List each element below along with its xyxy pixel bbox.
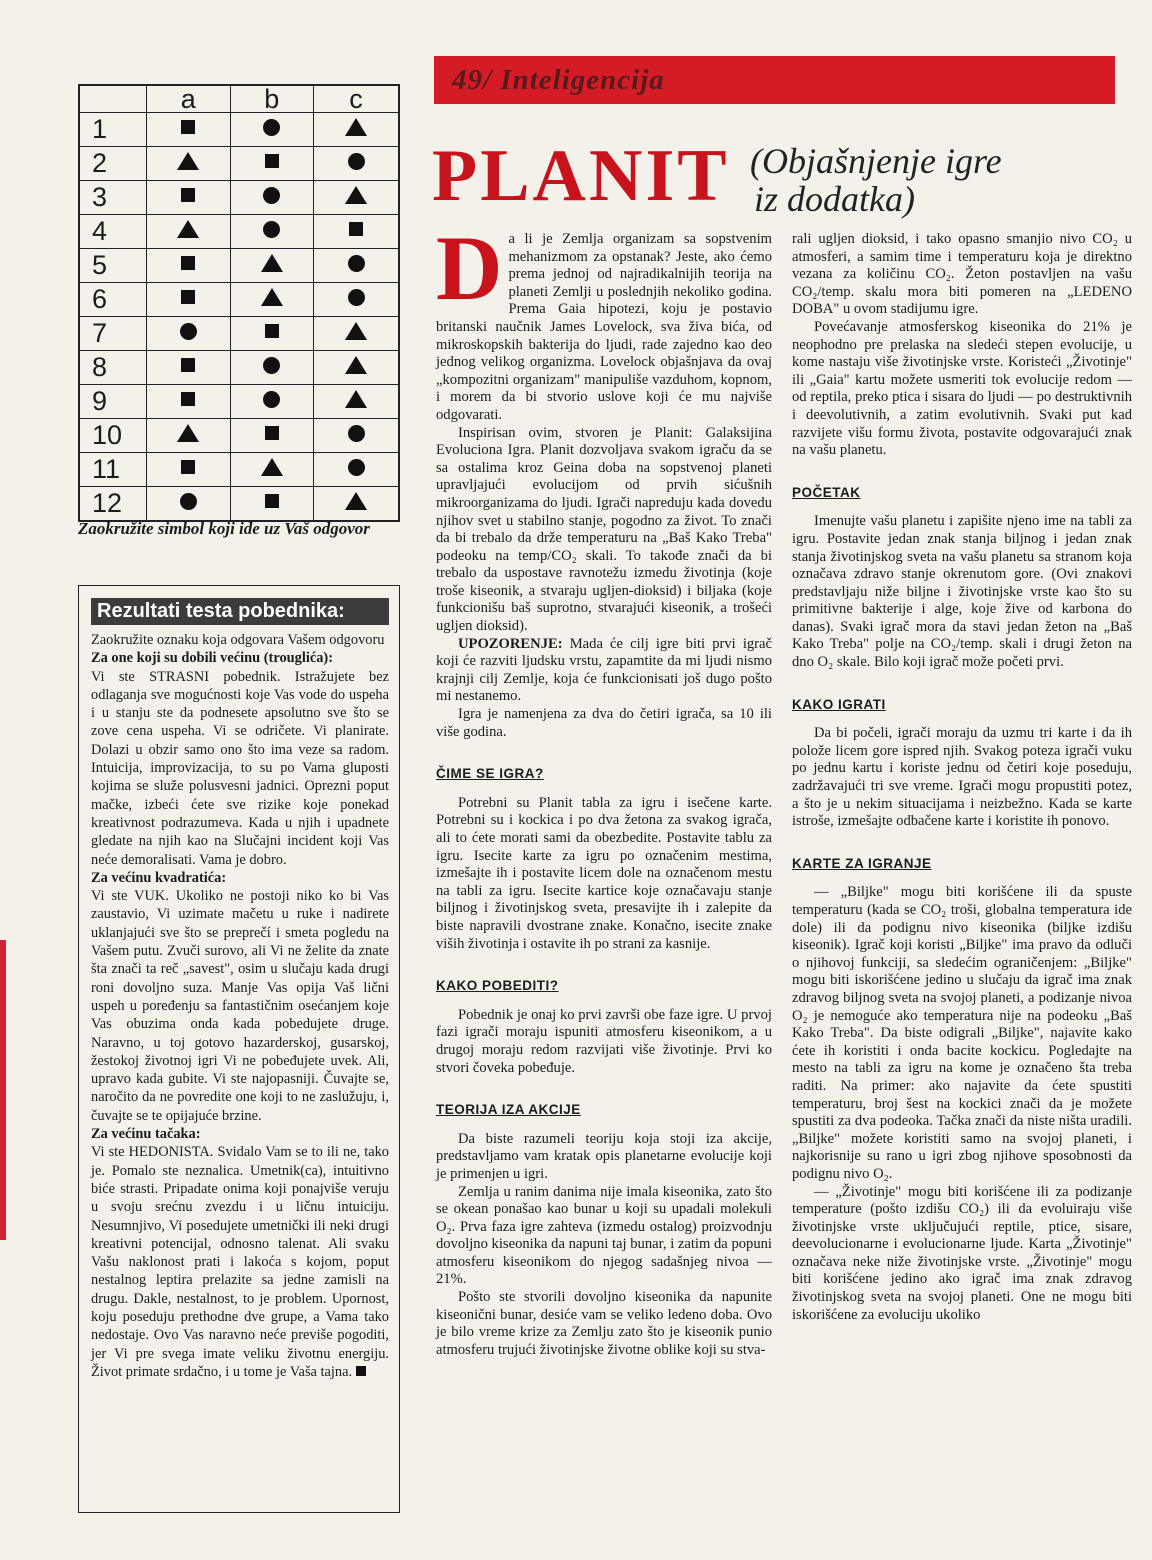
- symbol-cell-b[interactable]: [230, 351, 314, 385]
- table-row: [79, 351, 399, 385]
- symbol-cell-a[interactable]: [147, 113, 231, 147]
- row-number: 3: [79, 181, 147, 215]
- paragraph: — „Životinje" mogu biti korišćene ili za podizanje temperature (pošto izdišu CO₂) ili da evoluiraju više životinjske vrste uključujući reptile, ptice, sisare, deevolucionarne i evolucionarne ljude. Karta „Životinje" označava neke niže životinjske vrste. „Životinje" mogu biti korišćene jedino ako igrač ima znak zdravog životinjskog sveta na svojoj planeti. One ne mogu biti iskorišćene za evoluciju ukoliko: [792, 1183, 1132, 1323]
- table-row: [79, 487, 399, 522]
- paragraph: UPOZORENJE: Mada će cilj igre biti prvi igrač koji će razviti ljudsku vrstu, zapamtite da mi ljudi nismo krajnji cilj Zemlje, koja će funkcionisati još dugo pošto mi nestanemo.: [436, 635, 772, 705]
- table-row: [79, 283, 399, 317]
- row-number: 12: [79, 487, 147, 522]
- table-row: [79, 385, 399, 419]
- paragraph: — „Biljke" mogu biti korišćene ili da spuste temperaturu (kada se CO₂ troši, globalna temperatura ide dole) ili da podignu nivo kiseonika (biljke izdišu kiseonik). Igrač koji koristi „Biljke" ima pravo da odluči o njihovoj funkciji, sa sledećim ograničenjem: „Biljke" mogu biti iskorišćene jedino u slučaju da igrač ima znak zdravog biljnog sveta na svojoj planeti, a podizanje nivoa O₂ je nemoguće ako temperatura nije na podeoku „Baš Kako Treba". Da biste odigrali „Biljke", najavite kako ćete ih koristiti i onda bacite kockicu. Pogledajte na mesto na tabli za igru na kome je označeno šta treba raditi. Na primer: ako najavite da ćete spustiti temperaturu, broj šest na kockici znači da je možete spustiti za dva podeoka. Tačka znači da niste ništa uradili. „Biljke" možete koristiti samo na svojoj planeti, i najkorisnije su rano u igri zbog njihove sposobnosti da podignu nivo O₂.: [792, 884, 1132, 1182]
- symbol-cell-a[interactable]: [147, 181, 231, 215]
- paragraph: Povećavanje atmosferskog kiseonika do 21% je neophodno pre prelaska na sledeći stepen evolucije, u kome nastaju više životinjske vrste. Koristeći „Životinje" ili „Gaia" kartu možete usmeriti tok evolucije redom — od reptila, preko ptica i sisara do ljudi — po destruktivnih i deevolutivnih, a zatim evolutivnih. Svaki put kad razvijete višu formu života, postavite odgovarajući znak na vašu planetu.: [792, 318, 1132, 459]
- results-triangles-text: Vi ste STRASNI pobednik. Istražujete bez odlaganja sve mogućnosti koje Vas vode do uspeha i u stanju ste da podnesete apsolutno sve što se zove cena uspeha. Vi se odričete. Vi planirate. Dolazi u obzir samo ono što ima veze sa radom. Intuicija, improvizacija, to su po Vama gluposti kojima se služe polusvesni jadnici. Oprezni poput mačke, izbeći ćete sve rizike koje ponekad kreativnost podrazumeva. Kada u njih i upadnete gledate na njih kao na Slučajni incident koji Vas neće demoralisati. Vama je dobro.: [91, 668, 389, 868]
- symbol-cell-b[interactable]: [230, 487, 314, 522]
- circle-icon: [348, 255, 365, 272]
- article-subhead: [750, 142, 1002, 218]
- circle-icon: [263, 391, 280, 408]
- paragraph: Potrebni su Planit tabla za igru i isečene karte. Potrebni su i kockica i po dva žetona za svakog igrača, ali to ćete morati sami da obezbedite. Postavite tablu za igru. Isecite karte za igru po označenim mestima, izmešajte ih i postavite licem dole na označenom mestu na tabli za igru. Isecite kartice koje označavaju stanje biljnog i životinjskog sveta, presavijte ih i zalepite da biste napravili dvostrane znake. Konačno, isecite znake viših životinja i ostavite ih po strani za kasnije.: [436, 794, 772, 952]
- symbol-cell-b[interactable]: [230, 419, 314, 453]
- page-edge-strip: [0, 940, 6, 1240]
- table-row: [79, 249, 399, 283]
- symbol-cell-a[interactable]: [147, 147, 231, 181]
- symbol-cell-b[interactable]: [230, 453, 314, 487]
- results-intro: Zaokružite oznaku koja odgovara Vašem odgovoru: [91, 632, 385, 648]
- symbol-cell-c[interactable]: [314, 147, 399, 181]
- triangle-icon: [177, 220, 199, 238]
- symbol-cell-c[interactable]: [314, 181, 399, 215]
- row-number: 8: [79, 351, 147, 385]
- paragraph: Da li je Zemlja organizam sa sopstvenim mehanizmom za opstanak? Jeste, ako ćemo prema jednoj od najradikalnijih teorija na planeti Zemlji u poslednjih nekoliko godina. Prema Gaia hipotezi, koju je postavio britanski naučnik James Lovelock, sva živa bića, od mikroskopskih bakterija do ljudi, rade zajedno kao deo jednog velikog organizma. Lovelock objašnjava da ovaj „kompozitni organizam" manipuliše vazduhom, kopnom, i morem da bi stvorio uslove koji će mu najviše odgovarati.: [436, 217, 772, 423]
- table-row: [79, 181, 399, 215]
- circle-icon: [348, 425, 365, 442]
- symbol-cell-b[interactable]: [230, 181, 314, 215]
- symbol-cell-c[interactable]: [314, 351, 399, 385]
- circle-icon: [348, 289, 365, 306]
- section-heading: ČIME SE IGRA?: [436, 766, 544, 782]
- square-icon: [265, 426, 279, 440]
- row-number: 4: [79, 215, 147, 249]
- symbol-cell-c[interactable]: [314, 113, 399, 147]
- paragraph: Da biste razumeli teoriju koja stoji iza akcije, predstavljamo vam kratak opis planetarne evolucije koji je primenjen u igri.: [436, 1130, 772, 1182]
- section-heading: KARTE ZA IGRANJE: [792, 855, 932, 871]
- symbol-cell-c[interactable]: [314, 249, 399, 283]
- symbol-cell-c[interactable]: [314, 487, 399, 522]
- paragraph: Pošto ste stvorili dovoljno kiseonika da napunite kiseonični bunar, desiće vam se veliko ledeno doba. Ovo je bilo vreme krize za Zemlju zato što je kiseonik punio atmosferu trujući životinjske životne oblike koji su stva-: [436, 1289, 772, 1358]
- square-icon: [349, 222, 363, 236]
- article-column-1: [436, 217, 772, 1359]
- table-row: [79, 113, 399, 147]
- symbol-cell-a[interactable]: [147, 317, 231, 351]
- symbol-cell-b[interactable]: [230, 385, 314, 419]
- paragraph: Igra je namenjena za dva do četiri igrača, sa 10 ili više godina.: [436, 706, 772, 740]
- triangle-icon: [261, 458, 283, 476]
- results-dots-text: Vi ste HEDONISTA. Svidalo Vam se to ili ne, tako je. Pomalo ste neznalica. Umetnik(ca), intuitivno biće strasti. Pripadate onima koji ponajviše veruju u svoju srećnu zvezdu i u ličnu intuiciju. Nesumnjivo, Vi posedujete umetnički ili neki drugi kreativni potencijal, odnosno talenat. Ali svaku Vašu naklonost prati i lakoća s kojom, poput nestalnog leptira prelazite sa jedne zamisli na drugu. Dakle, nestalnost, to je problem. Upornost, koju poseduju prethodne dve grupe, a Vama tako nedostaje. Ovo Vas naravno neće previše pogoditi, jer Vi pre svega imate veliku životnu energiju. Život primate srdačno, i u tome je Vaša tajna.: [91, 1144, 389, 1380]
- symbol-cell-b[interactable]: [230, 147, 314, 181]
- symbol-cell-b[interactable]: [230, 249, 314, 283]
- triangle-icon: [345, 356, 367, 374]
- triangle-icon: [345, 390, 367, 408]
- triangle-icon: [345, 186, 367, 204]
- row-number: 7: [79, 317, 147, 351]
- circle-icon: [263, 357, 280, 374]
- row-number: 6: [79, 283, 147, 317]
- end-square-icon: [356, 1366, 366, 1376]
- symbol-cell-c[interactable]: [314, 453, 399, 487]
- results-title: Rezultati testa pobednika:: [91, 598, 389, 625]
- circle-icon: [263, 221, 280, 238]
- table-header-row: [79, 85, 399, 113]
- square-icon: [181, 460, 195, 474]
- symbol-cell-a[interactable]: [147, 487, 231, 522]
- table-row: [79, 453, 399, 487]
- results-triangles-heading: Za one koji su dobili većinu (trouglića):: [91, 650, 333, 667]
- square-icon: [181, 290, 195, 304]
- symbol-cell-c[interactable]: [314, 317, 399, 351]
- triangle-icon: [177, 152, 199, 170]
- results-dots-heading: Za većinu tačaka:: [91, 1126, 201, 1143]
- row-number: 10: [79, 419, 147, 453]
- triangle-icon: [345, 322, 367, 340]
- circle-icon: [348, 459, 365, 476]
- circle-icon: [180, 493, 197, 510]
- triangle-icon: [345, 492, 367, 510]
- table-row: [79, 419, 399, 453]
- symbol-cell-c[interactable]: [314, 419, 399, 453]
- table-row: [79, 317, 399, 351]
- table-header-a: a: [147, 85, 231, 113]
- paragraph: Pobednik je onaj ko prvi završi obe faze igre. U prvoj fazi igrači moraju ispuniti atmosferu kiseonikom, a u drugoj moraju redom razvijati više životinje. Prvi ko stvori čoveka pobeđuje.: [436, 1006, 772, 1076]
- paragraph: Imenujte vašu planetu i zapišite njeno ime na tabli za igru. Postavite jedan znak stanja biljnog i jedan znak stanja životinjskog sveta na vašu planetu sa stranom koja označava zdravo stanje okrenutom gore. (Ovi znakovi predstavljaju niže biljne i životinjske vrste kao što su primitivne bakterije i alge, koje žive od karbona do danas). Svaki igrač mora da stavi jedan žeton na „Baš Kako Treba" polje na CO₂/temp. skali i drugi žeton na dno O₂ skale. Bilo koji igrač može početi prvi.: [792, 513, 1132, 671]
- table-header-c: c: [314, 85, 399, 113]
- circle-icon: [263, 119, 280, 136]
- circle-icon: [348, 153, 365, 170]
- row-number: 9: [79, 385, 147, 419]
- subhead-line-2: iz dodatka): [754, 179, 915, 219]
- row-number: 1: [79, 113, 147, 147]
- symbol-cell-b[interactable]: [230, 113, 314, 147]
- symbol-table: [78, 84, 400, 522]
- triangle-icon: [261, 254, 283, 272]
- banner-text: 49/ Inteligencija: [452, 64, 665, 96]
- symbol-cell-a[interactable]: [147, 249, 231, 283]
- symbol-cell-c[interactable]: [314, 215, 399, 249]
- square-icon: [181, 256, 195, 270]
- symbol-cell-a[interactable]: [147, 453, 231, 487]
- symbol-cell-b[interactable]: [230, 317, 314, 351]
- square-icon: [181, 120, 195, 134]
- paragraph: Zemlja u ranim danima nije imala kiseonika, zato što se okean ponašao kao bunar u koji su upadali molekuli O₂. Prva faza igre zahteva (izmedu ostalog) proizvodnju dovoljno kiseonika da napuni taj bunar, i zatim da popuni atmosferu kiseonikom do njegog sadašnjeg nivoa — 21%.: [436, 1183, 772, 1288]
- section-heading: KAKO IGRATI: [792, 696, 886, 712]
- symbol-cell-a[interactable]: [147, 351, 231, 385]
- square-icon: [181, 392, 195, 406]
- symbol-cell-b[interactable]: [230, 215, 314, 249]
- paragraph: Da bi počeli, igrači moraju da uzmu tri karte i da ih polože licem gore ispred njih. Svakog poteza igrači vuku po jednu kartu i koriste jednu od četiri koje poseduju, zadržavajući tri sve vreme. Igrači mogu propustiti potez, a što je u nekim situacijama i neizbežno. Kada se karte istroše, izmešajte odbačene karte i koristite ih ponovo.: [792, 725, 1132, 830]
- triangle-icon: [261, 288, 283, 306]
- square-icon: [181, 358, 195, 372]
- drop-cap: D: [436, 217, 503, 319]
- symbol-cell-a[interactable]: [147, 385, 231, 419]
- table-row: [79, 215, 399, 249]
- symbol-cell-a[interactable]: [147, 283, 231, 317]
- symbol-cell-c[interactable]: [314, 385, 399, 419]
- square-icon: [265, 494, 279, 508]
- table-row: [79, 147, 399, 181]
- row-number: 2: [79, 147, 147, 181]
- section-heading: POČETAK: [792, 484, 861, 500]
- square-icon: [265, 154, 279, 168]
- section-heading: KAKO POBEDITI?: [436, 978, 559, 994]
- table-caption: Zaokružite simbol koji ide uz Vaš odgovor: [78, 519, 370, 538]
- symbol-cell-a[interactable]: [147, 215, 231, 249]
- circle-icon: [180, 323, 197, 340]
- symbol-table-body: [79, 113, 399, 522]
- triangle-icon: [177, 424, 199, 442]
- square-icon: [181, 188, 195, 202]
- paragraph: Inspirisan ovim, stvoren je Planit: Galaksijina Evoluciona Igra. Planit dozvoljava svakom igraču da se sa ostalima kroz Geina doba na sopstvenoj planeti upravljajući evolucijom od prvih sićušnih mikroorganizama do ljudi. Igrači napreduju kada dovedu njihov svet u stabilno stanje, pogodno za život. To znači da bi trebalo da drže temperaturu na „Baš Kako Treba" podeoku na temp/CO₂ skali. To takođe znači da bi trebalo da uspostave ravnotežu izmedu životinja (koje troše kiseonik, a stvaraju ugljen-dioksid) i biljaka (koje funkcionišu baš suprotno, stvarajući kiseonik, a trošeći ugljen dioksid).: [436, 424, 772, 635]
- section-heading: TEORIJA IZA AKCIJE: [436, 1102, 581, 1118]
- article-column-2: [792, 231, 1132, 1324]
- section-banner: [434, 56, 1115, 104]
- article-headline: PLANIT: [432, 135, 730, 217]
- results-squares-text: Vi ste VUK. Ukoliko ne postoji niko ko bi Vas zaustavio, Vi uzimate mačetu u ruke i nadirete uklanjajući sve što se preprečí i smeta pogledu na Vašem putu. Zvuči surovo, ali Vi ne želite da znate šta znači ta reč „savest", osim u slučaju kada drugi roni dovoljno suza. Manje Vas opija Vaš lični uspeh u poređenju sa fantastičnim osećanjem koje Vas obuzima onda kada pobedujete druge. Naravno, u toj gotovo hazarderskoj, gusarskoj, žestokoj životnoj igri Vi ne pobeđujete uvek. Ali, upravo kada gubite. Vi ste najopasniji. Čuvajte se, naročito da ne povredite one koji to ne zaslužuju, i, čuvajte se te opijajuće brzine.: [91, 888, 389, 1124]
- subhead-line-1: (Objašnjenje igre: [750, 141, 1002, 181]
- table-header-corner: [79, 85, 147, 113]
- symbol-cell-a[interactable]: [147, 419, 231, 453]
- results-box: [78, 585, 400, 1513]
- square-icon: [265, 324, 279, 338]
- results-squares-heading: Za većinu kvadratića:: [91, 869, 227, 886]
- row-number: 11: [79, 453, 147, 487]
- table-header-b: b: [230, 85, 314, 113]
- symbol-cell-b[interactable]: [230, 283, 314, 317]
- circle-icon: [263, 187, 280, 204]
- paragraph: rali ugljen dioksid, i tako opasno smanjio nivo CO₂ u atmosferi, a samim time i temperaturu koja je direktno vezana za količinu CO₂. Žeton postavljen na vašu CO₂/temp. skalu mora biti pomeren na „LEDENO DOBA" u ovom stadijumu igre.: [792, 231, 1132, 318]
- row-number: 5: [79, 249, 147, 283]
- symbol-cell-c[interactable]: [314, 283, 399, 317]
- triangle-icon: [345, 118, 367, 136]
